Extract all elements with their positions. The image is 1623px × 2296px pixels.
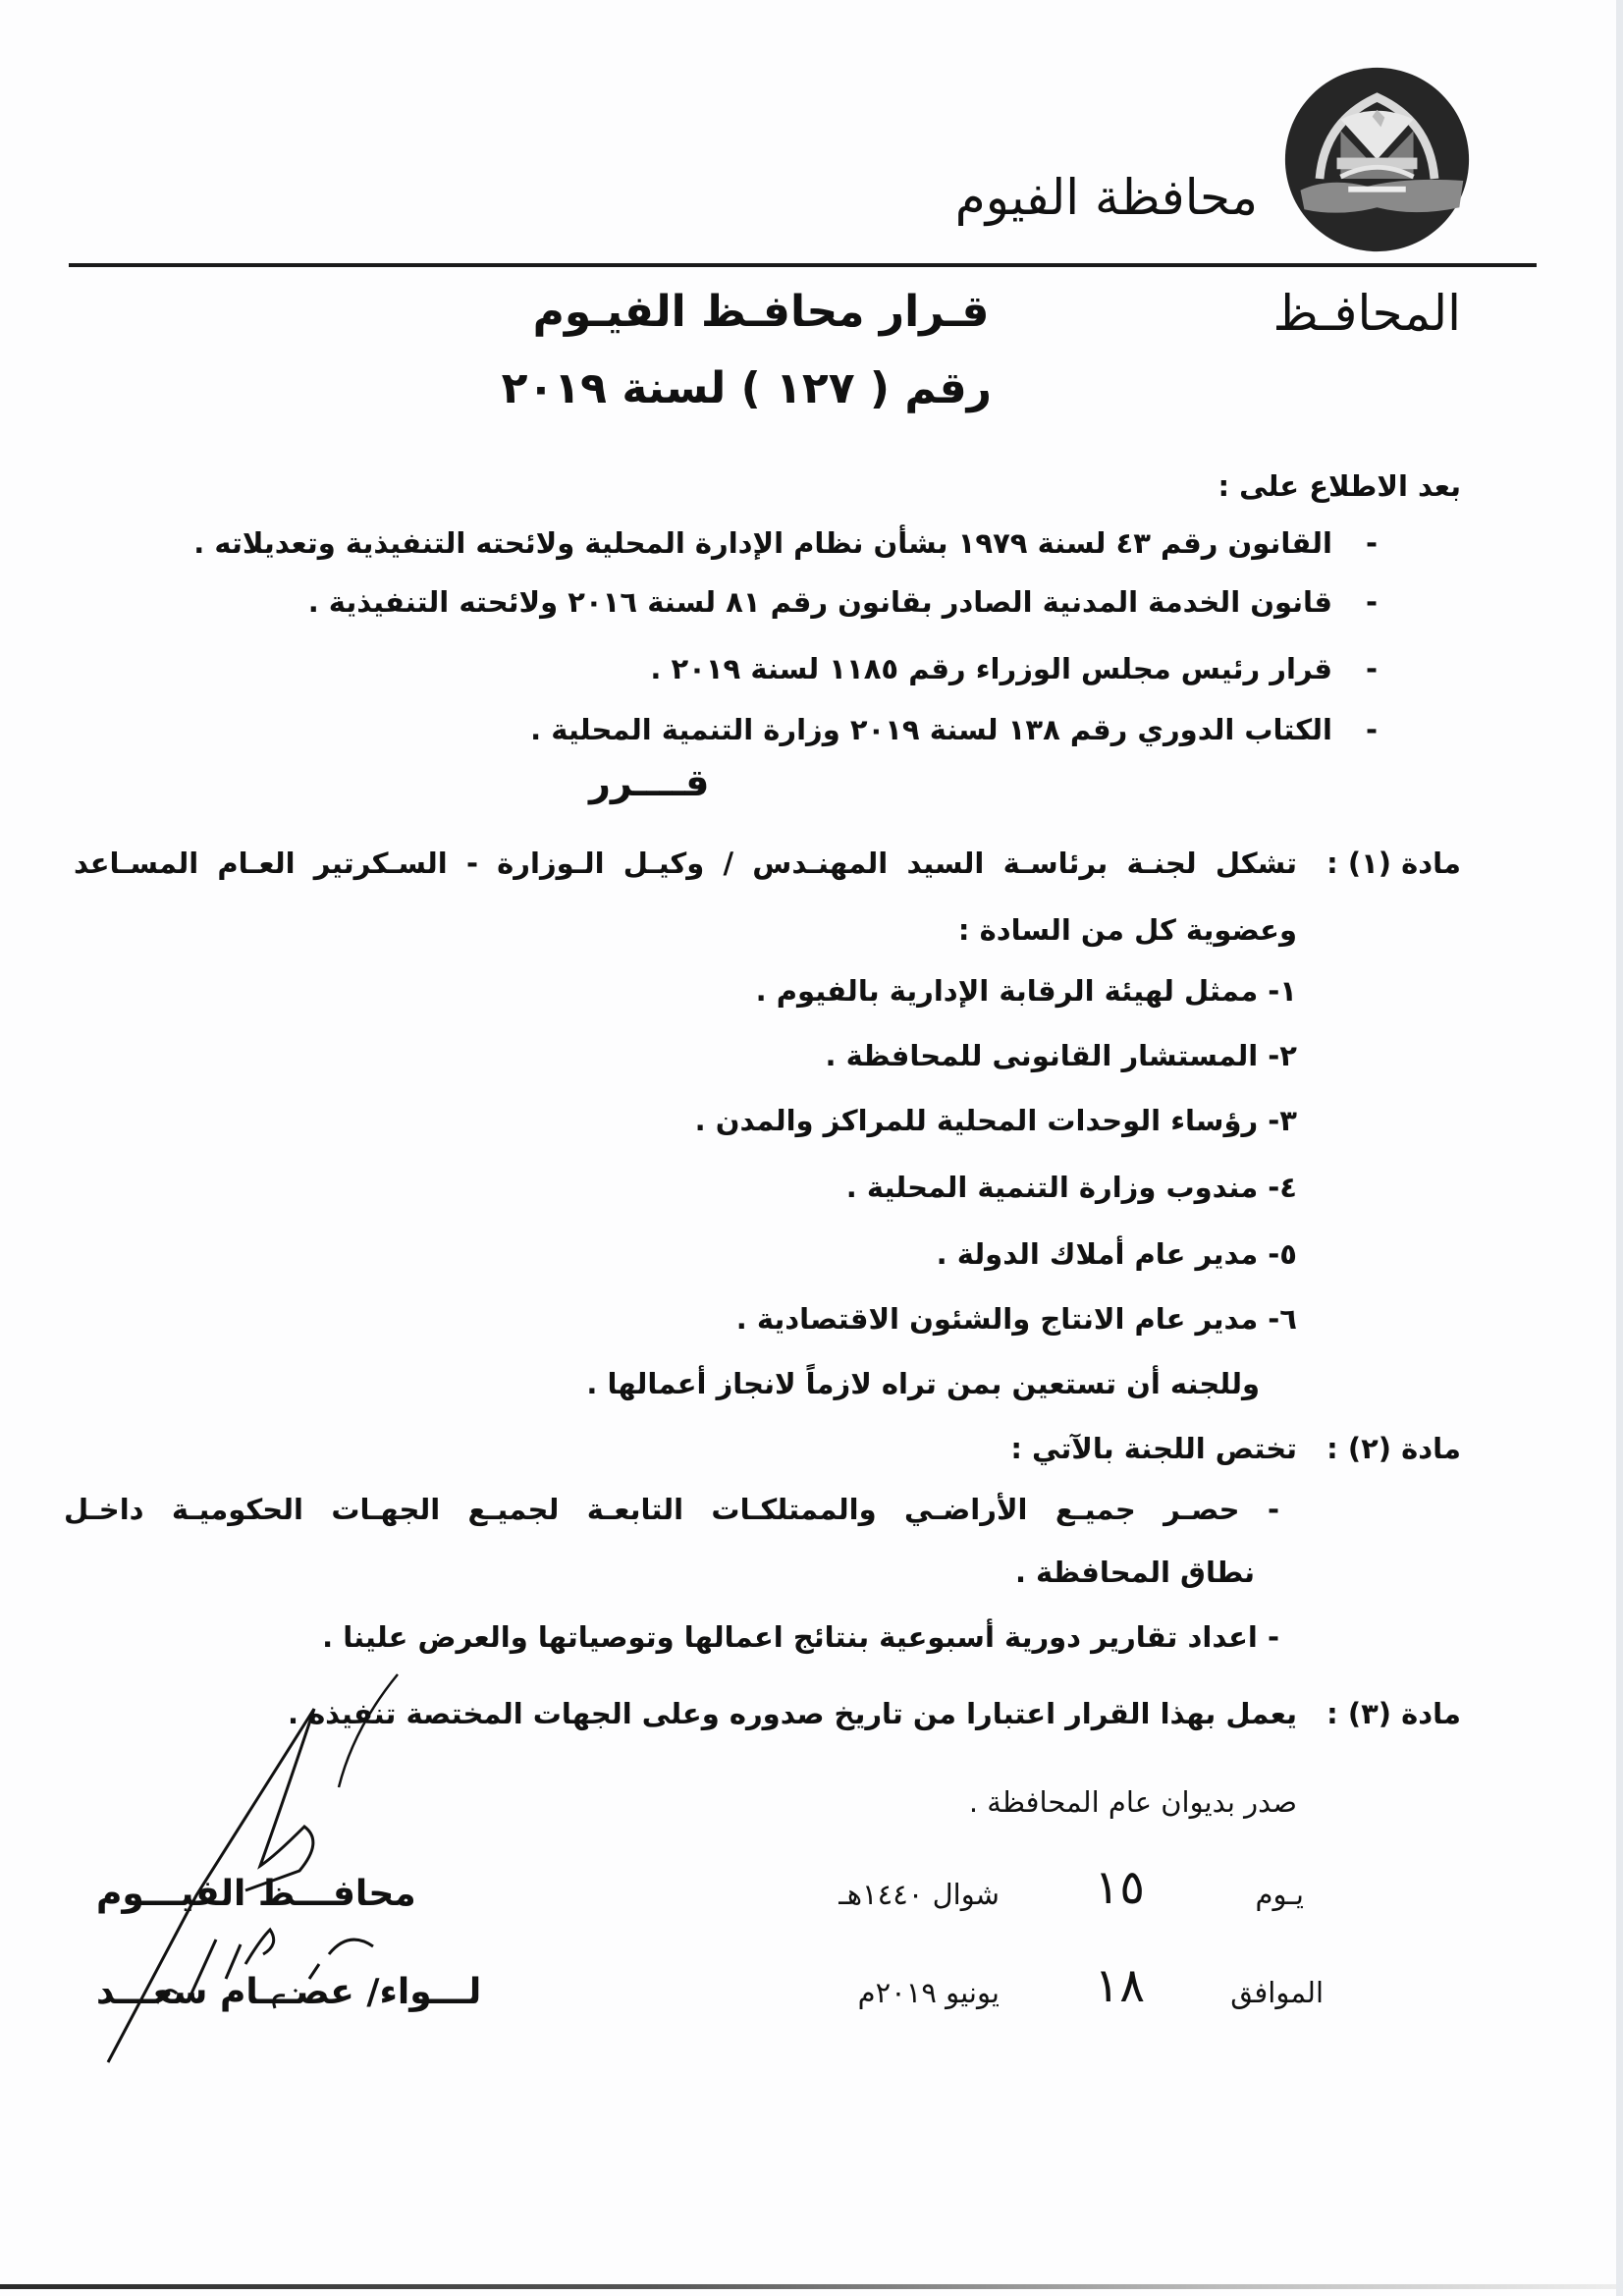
corresponding-label: الموافق: [1230, 1976, 1324, 2009]
committee-task: - اعداد تقارير دورية أسبوعية بنتائج اعمالها وتوصياتها والعرض علينا .: [322, 1620, 1279, 1654]
bullet-dash: -: [1365, 526, 1378, 560]
bullet-dash: -: [1365, 652, 1378, 685]
scan-right-edge: [1616, 0, 1623, 2296]
gregorian-date: يونيو ٢٠١٩م: [857, 1976, 1000, 2009]
decided-heading: قــــرر: [589, 761, 710, 804]
committee-member: ٤- مندوب وزارة التنمية المحلية .: [845, 1171, 1297, 1204]
reference-item: [193, 526, 1378, 560]
corresponding-day-number: ١٨: [1094, 1958, 1145, 2013]
bullet-dash: -: [1365, 585, 1378, 619]
committee-task: - حصـر جميـع الأراضـي والممتلكـات التابعـة لجميـع الجهـات الحكوميـة داخـل: [64, 1493, 1279, 1526]
reference-item: [308, 585, 1378, 619]
reference-text: قرار رئيس مجلس الوزراء رقم ١١٨٥ لسنة ٢٠١٩ .: [650, 652, 1332, 685]
article-1-text: تشكل لجنـة برئاسـة السيد المهنـدس / وكيـل الـوزارة - السـكرتير العـام المسـاعد: [74, 847, 1297, 880]
day-label: يـوم: [1255, 1878, 1304, 1911]
reference-text: القانون رقم ٤٣ لسنة ١٩٧٩ بشأن نظام الإدارة المحلية ولائحته التنفيذية وتعديلاته .: [193, 526, 1332, 560]
article-1-note: وللجنه أن تستعين بمن تراه لازماً لانجاز أعمالها .: [586, 1367, 1260, 1400]
reference-item: [530, 713, 1378, 746]
committee-member: ٢- المستشار القانونى للمحافظة .: [825, 1039, 1297, 1072]
committee-member: ٥- مدير عام أملاك الدولة .: [936, 1237, 1297, 1271]
hijri-date: شوال ١٤٤٠هـ: [839, 1878, 1000, 1911]
header-divider: [69, 263, 1537, 267]
article-2-text: تختص اللجنة بالآتي :: [1010, 1432, 1297, 1465]
organization-name: محافظة الفيوم: [954, 169, 1258, 226]
reference-text: قانون الخدمة المدنية الصادر بقانون رقم ٨١ لسنة ٢٠١٦ ولائحته التنفيذية .: [307, 585, 1332, 619]
article-1-label: مادة (١) :: [1326, 847, 1461, 880]
article-3-text: يعمل بهذا القرار اعتبارا من تاريخ صدوره وعلى الجهات المختصة تنفيذه .: [287, 1697, 1297, 1730]
preamble-heading: بعد الاطلاع على :: [1217, 469, 1461, 503]
reference-item: [650, 652, 1378, 685]
scan-bottom-edge: [0, 2284, 1623, 2289]
decree-title: قـرار محافـظ الفيـوم: [532, 287, 990, 337]
governorate-seal-logo: [1281, 64, 1473, 255]
reference-text: الكتاب الدوري رقم ١٣٨ لسنة ٢٠١٩ وزارة التنمية المحلية .: [530, 713, 1332, 746]
article-2-label: مادة (٢) :: [1326, 1432, 1461, 1465]
decree-number: رقم ( ١٢٧ ) لسنة ٢٠١٩: [501, 363, 992, 413]
article-3-label: مادة (٣) :: [1326, 1697, 1461, 1730]
day-number: ١٥: [1094, 1860, 1145, 1915]
committee-member: ٦- مدير عام الانتاج والشئون الاقتصادية .: [735, 1302, 1297, 1336]
signatory-title: محافـــظ الفيـــوم: [96, 1874, 416, 1914]
committee-member: ١- ممثل لهيئة الرقابة الإدارية بالفيوم .: [755, 974, 1297, 1008]
governor-label: المحافـظ: [1272, 285, 1461, 342]
signatory-name: لـــواء/ عصـــام سعـــد: [96, 1972, 482, 2012]
bullet-dash: -: [1365, 713, 1378, 746]
committee-member: ٣- رؤساء الوحدات المحلية للمراكز والمدن .: [694, 1104, 1297, 1137]
committee-task-continuation: نطاق المحافظة .: [1014, 1556, 1255, 1589]
article-1-continuation: وعضوية كل من السادة :: [957, 913, 1297, 947]
issued-statement: صدر بديوان عام المحافظة .: [968, 1785, 1297, 1819]
